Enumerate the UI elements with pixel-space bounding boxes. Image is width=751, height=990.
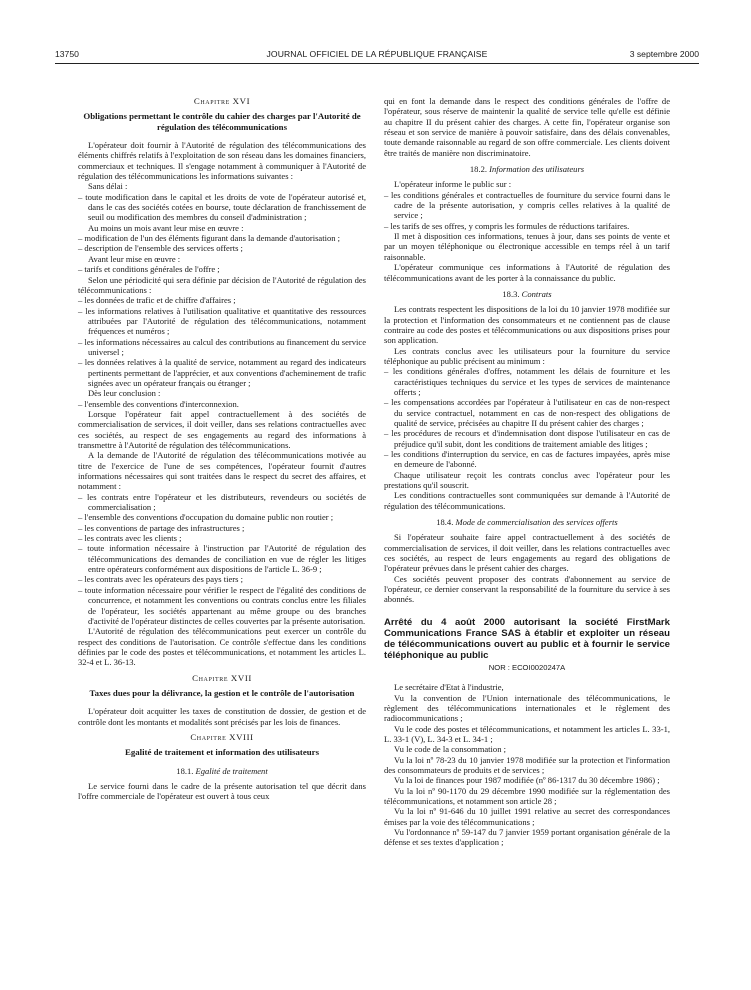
paragraph: Les contrats respectent les dispositions de la loi du 10 janvier 1978 modifiée sur la protection et l'information des consommateurs et ne contiennent pas de clause contraire au code des postes et télécommunications ou aux dispositions prises pour son application.: [384, 304, 670, 346]
nor-reference: NOR : ECOI0020247A: [488, 662, 566, 672]
paragraph: L'opérateur informe le public sur :: [394, 179, 512, 190]
section-number: 18.2.: [469, 164, 487, 175]
section-heading: [384, 517, 670, 527]
paragraph: Il met à disposition ces informations, tenues à jour, dans ses points de vente et par un moyen téléphonique ou électronique accessible en temps réel à un tarif raisonnable.: [384, 231, 670, 262]
list-item: – les procédures de recours et d'indemnisation dont dispose l'utilisateur en cas de préjudice qu'il subit, dont les conditions de traitement amiable des litiges ;: [384, 428, 670, 449]
visa-item: Vu la loi nº 91-646 du 10 juillet 1991 relative au secret des correspondances émises par la voie des télécommunications ;: [384, 806, 670, 827]
chapter-title: Taxes dues pour la délivrance, la gestion et le contrôle de l'autorisation: [89, 687, 355, 698]
section-number: 18.3.: [502, 288, 520, 299]
section-title: Contrats: [521, 288, 552, 299]
chapter-title: Obligations permettant le contrôle du cahier des charges par l'Autorité de régulation des télécommunications: [83, 111, 361, 132]
section-number: 18.4.: [436, 517, 454, 528]
decree-title: Arrêté du 4 août 2000 autorisant la société FirstMark Communications France SAS à établir et exploiter un réseau de télécommunications ouvert au public et à fournir le service téléphonique au public: [384, 616, 670, 661]
paragraph: Chaque utilisateur reçoit les contrats conclus avec l'opérateur pour les prestations qu'il souscrit.: [384, 469, 670, 491]
list-item: – les tarifs de ses offres, y compris les formules de réductions tarifaires.: [384, 220, 630, 231]
list-item: – les contrats entre l'opérateur et les distributeurs, revendeurs ou sociétés de commercialisation ;: [78, 491, 366, 513]
visa-item: Vu la loi nº 90-1170 du 29 décembre 1990 modifiée sur la réglementation des télécommunications, et notamment son article 28 ;: [384, 785, 670, 806]
visa-item: Vu la loi nº 78-23 du 10 janvier 1978 modifiée sur la protection et l'information des consommateurs de produits et de services ;: [384, 754, 670, 775]
list-item: – les données relatives à la qualité de service, notamment au regard des indicateurs pertinents permettant de l'apprécier, et aux conventions d'acheminement de trafic signées avec un opérateur français ou étranger ;: [78, 357, 366, 388]
paragraph: Le secrétaire d'Etat à l'industrie,: [394, 682, 504, 693]
paragraph: Les conditions contractuelles sont communiquées sur demande à l'Autorité de régulation des télécommunications.: [384, 490, 670, 511]
list-item: – modification de l'un des éléments figurant dans la demande d'autorisation ;: [78, 233, 341, 244]
journal-title: JOURNAL OFFICIEL DE LA RÉPUBLIQUE FRANÇAISE: [266, 49, 488, 59]
paragraph: Ces sociétés peuvent proposer des contrats d'abonnement au service de l'opérateur, ce dernier conservant la responsabilité de la fourniture du service à ses abonnés.: [384, 573, 670, 605]
list-item: – les conventions de partage des infrastructures ;: [78, 522, 245, 533]
list-item: – les contrats avec les clients ;: [78, 533, 182, 544]
list-item: – les contrats avec les opérateurs des pays tiers ;: [78, 574, 243, 585]
list-item: – les conditions générales et contractuelles de fourniture du service fourni dans le cadre de la présente autorisation, y compris celles relatives à la qualité de service ;: [384, 189, 670, 221]
publication-date: 3 septembre 2000: [629, 49, 699, 59]
paragraph: Le service fourni dans le cadre de la présente autorisation tel que décrit dans l'offre commerciale de l'opérateur est ouvert à tous ceux: [78, 780, 366, 802]
section-number: 18.1.: [176, 765, 194, 776]
list-item: – tarifs et conditions générales de l'offre ;: [78, 264, 220, 275]
paragraph: L'opérateur doit acquitter les taxes de constitution de dossier, de gestion et de contrôle dont les montants et modalités sont précisés par les lois de finances.: [78, 706, 366, 727]
section-heading: [384, 289, 670, 299]
paragraph: Si l'opérateur souhaite faire appel contractuellement à des sociétés de commercialisation de services, il doit veiller, dans les relations contractuelles avec ces sociétés, au respect de leurs engagements au regard des obligations de l'opérateur prévues dans le présent cahier des charges.: [384, 532, 670, 574]
list-item: – les informations nécessaires au calcul des contributions au financement du service universel ;: [78, 336, 366, 357]
list-item: – description de l'ensemble des services offerts ;: [78, 243, 243, 254]
paragraph: L'opérateur doit fournir à l'Autorité de régulation des télécommunications des éléments chiffrés relatifs à l'exploitation de son réseau dans les domaines financiers, commerciaux et techniques. Il s'engage notamment à communiquer à l'Autorité de régulation des télécommunications les informations suivantes :: [78, 140, 366, 182]
page-header: [55, 49, 699, 63]
list-item: – toute information nécessaire à l'instruction par l'Autorité de régulation des télécommunications des demandes de conciliation en vue de régler les litiges entre opérateurs conformément aux dispositions de l'article L. 36-9 ;: [78, 543, 366, 575]
paragraph: Les contrats conclus avec les utilisateurs pour la fourniture du service téléphonique au public précisent au minimum :: [384, 345, 670, 366]
chapter-heading: Chapitre XVIII: [190, 731, 254, 742]
list-item: – les compensations accordées par l'opérateur à l'utilisateur en cas de non-respect du service contractuel, notamment en cas de non-respect des obligations de qualité de service, précisées au chapitre II du présent cahier des charges ;: [384, 397, 670, 428]
paragraph: Sans délai :: [88, 181, 128, 192]
chapter-heading: Chapitre XVII: [192, 672, 252, 683]
paragraph: L'Autorité de régulation des télécommunications peut exercer un contrôle du respect des conditions de l'autorisation. Ce contrôle s'effectue dans les conditions définies par le code des postes et télécommunications, et notamment les articles L. 32-4 et L. 36-13.: [78, 626, 366, 668]
list-item: – toute information nécessaire pour vérifier le respect de l'égalité des conditions de concurrence, et notamment les conventions ou contrats conclus entre les filiales de l'opérateur, les sociétés appartenant au même groupe ou des branches d'activité de l'opérateur distinctes de celles couvertes par la présente autorisation.: [78, 584, 366, 626]
section-title: Mode de commercialisation des services offerts: [455, 517, 618, 528]
visa-item: Vu la loi de finances pour 1987 modifiée (nº 86-1317 du 30 décembre 1986) ;: [394, 775, 660, 786]
section-heading: [78, 766, 366, 776]
visa-item: Vu le code des postes et télécommunications, et notamment les articles L. 33-1, L. 33-1 (V), L. 34-3 et L. 34-1 ;: [384, 723, 670, 744]
list-item: – les informations relatives à l'utilisation qualitative et quantitative des ressources attribuées par l'Autorité de régulation des télécommunications, notamment fréquences et numéros ;: [78, 305, 366, 337]
paragraph: Selon une périodicité qui sera définie par décision de l'Autorité de régulation des télécommunications :: [78, 274, 366, 295]
list-item: – l'ensemble des conventions d'interconnexion.: [78, 398, 239, 409]
paragraph: Avant leur mise en œuvre :: [88, 253, 181, 264]
section-title: Egalité de traitement: [195, 765, 268, 776]
paragraph: A la demande de l'Autorité de régulation des télécommunications motivée au titre de l'exercice de l'une de ses compétences, l'opérateur fournit d'autres informations nécessaires qui sont traitées dans le respect du secret des affaires, et notamment :: [78, 450, 366, 492]
list-item: – les données de trafic et de chiffre d'affaires ;: [78, 295, 236, 306]
paragraph: L'opérateur communique ces informations à l'Autorité de régulation des télécommunications avant de les porter à la connaissance du public.: [384, 262, 670, 283]
list-item: – toute modification dans le capital et les droits de vote de l'opérateur autorisé et, dans le cas des sociétés cotées en bourse, toute déclaration de franchissement de seuil ou modification des membres du conseil d'administration ;: [78, 191, 366, 223]
visa-item: Vu le code de la consommation ;: [394, 744, 506, 755]
list-item: – les conditions générales d'offres, notamment les délais de fourniture et les caractéristiques techniques du service et les types de services de maintenance offerts ;: [384, 366, 670, 397]
visa-item: Vu la convention de l'Union internationale des télécommunications, le règlement des télécommunications internationales et le règlement des radiocommunications ;: [384, 692, 670, 724]
chapter-heading: Chapitre XVI: [193, 96, 251, 106]
section-title: Information des utilisateurs: [489, 164, 585, 175]
chapter-title: Egalité de traitement et information des utilisateurs: [125, 747, 319, 758]
section-heading: [384, 164, 670, 174]
paragraph: Dès leur conclusion :: [88, 388, 161, 399]
visa-item: Vu l'ordonnance nº 59-147 du 7 janvier 1959 portant organisation générale de la défense et ses textes d'application ;: [384, 826, 670, 848]
paragraph: Lorsque l'opérateur fait appel contractuellement à des sociétés de commercialisation de services, il doit veiller, dans ses relations contractuelles avec ces sociétés, au respect de ses engagements au regard des informations à transmettre à l'Autorité de régulation des télécommunications.: [78, 408, 366, 450]
list-item: – les conditions d'interruption du service, en cas de factures impayées, après mise en demeure de l'abonné.: [384, 449, 670, 470]
paragraph: Au moins un mois avant leur mise en œuvre :: [88, 222, 244, 233]
header-rule: [55, 63, 699, 64]
right-column: [384, 96, 670, 848]
paragraph: qui en font la demande dans le respect des conditions générales de l'offre de l'opérateur, sous réserve de maintenir la qualité de service telle qu'elle est définie au chapitre II du présent cahier des charges. A cette fin, l'opérateur organise son réseau et son service de manière à pouvoir satisfaire, dans des délais convenables, toute demande raisonnable au regard de son offre commerciale. Les clients doivent être traités de manière non discriminatoire.: [384, 96, 670, 158]
left-column: [78, 96, 366, 802]
list-item: – l'ensemble des conventions d'occupation du domaine public non routier ;: [78, 512, 334, 523]
page-number: 13750: [55, 49, 79, 59]
